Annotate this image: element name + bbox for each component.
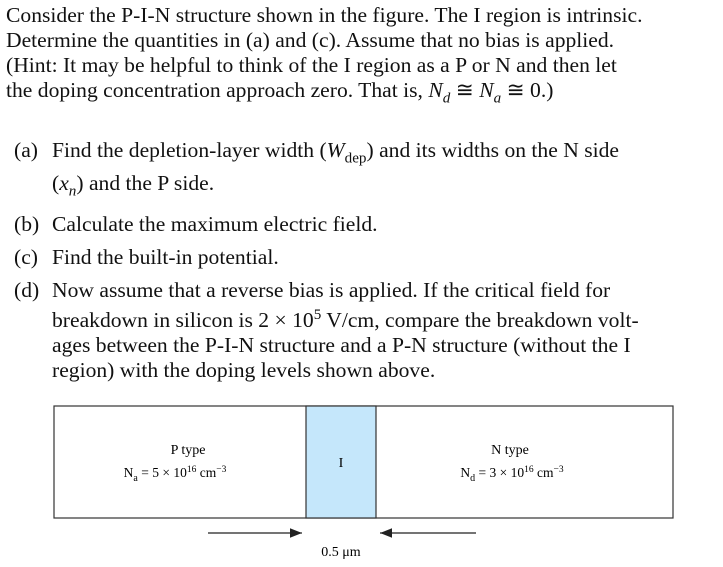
n-region-title: N type bbox=[491, 443, 529, 458]
i-region-label: I bbox=[338, 456, 344, 471]
part-d-line-4: region) with the doping levels shown above. bbox=[52, 357, 436, 382]
part-a-line-1: Find the depletion-layer width $(W_{dep})$ and its widths on the N side bbox=[52, 138, 619, 167]
part-b-label: (b) bbox=[14, 211, 40, 236]
n-region-doping: $N_d = 3 \times 10^{16}$ $cm^{-3}$ bbox=[460, 465, 564, 484]
part-d-line-1: Now assume that a reverse bias is applied. If the critical field for bbox=[52, 277, 611, 302]
p-region-doping: $N_a = 5 \times 10^{16}$ $cm^{-3}$ bbox=[123, 465, 227, 484]
intro-line-4: the doping concentration approach zero. That is, $N_d$ ≅ $N_a$ ≅ 0.) bbox=[6, 78, 554, 107]
part-c-line-1: Find the built-in potential. bbox=[52, 244, 279, 269]
p-region-title: P type bbox=[170, 443, 206, 458]
intro-line-1: Consider the P-I-N structure shown in the figure. The I region is intrinsic. bbox=[6, 3, 643, 27]
part-d-label: (d) bbox=[14, 277, 40, 302]
part-c-label: (c) bbox=[14, 244, 38, 269]
i-region-width-label: 0.5 μm bbox=[321, 545, 361, 560]
part-d-line-2: breakdown in silicon is $2 \times 10^5$ V/cm, compare the breakdown volt- bbox=[52, 306, 639, 332]
part-d-line-3: ages between the P-I-N structure and a P-N structure (without the I bbox=[52, 332, 631, 357]
intro-line-2: Determine the quantities in (a) and (c). Assume that no bias is applied. bbox=[6, 28, 615, 52]
intro-line-3: (Hint: It may be helpful to think of the I region as a P or N and then let bbox=[6, 53, 617, 77]
part-a-label: (a) bbox=[14, 138, 38, 162]
part-a-line-2: $(x_n)$ and the P side. bbox=[52, 171, 215, 200]
part-b-line-1: Calculate the maximum electric field. bbox=[52, 211, 378, 236]
